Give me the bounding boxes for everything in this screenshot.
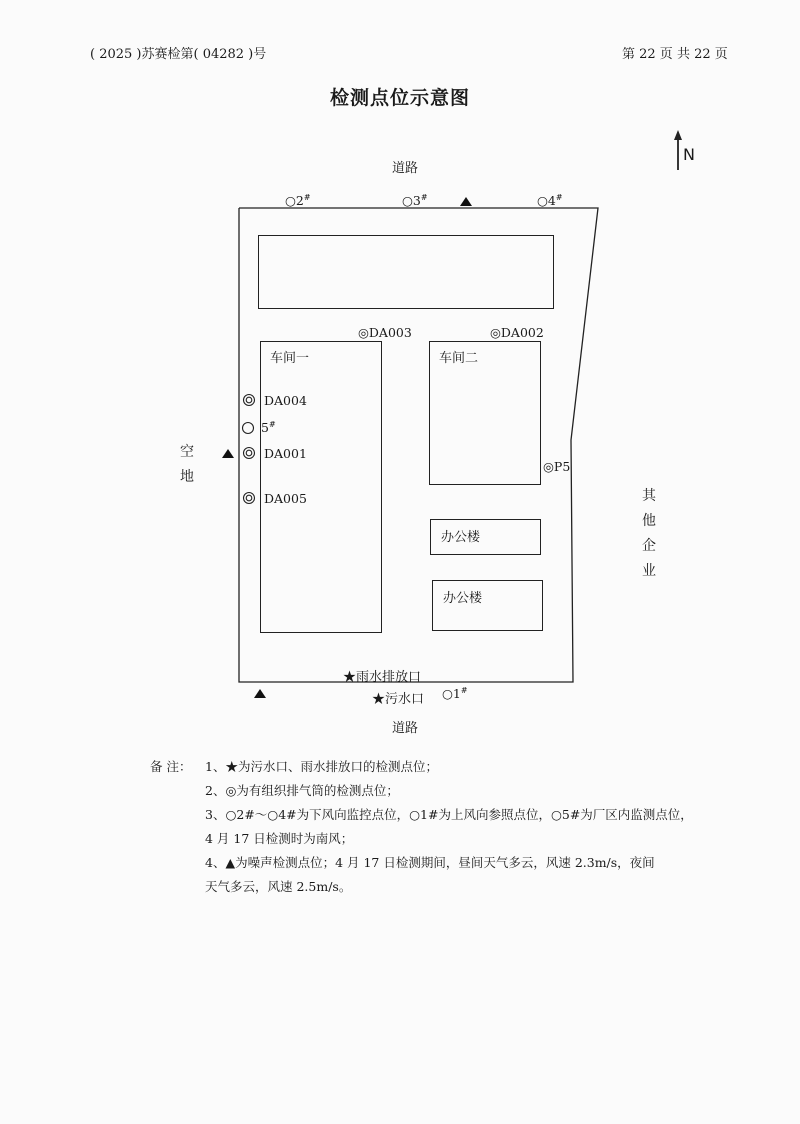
road-top-label: 道路 [392, 161, 419, 176]
stack-p5: ◎P5 [543, 459, 571, 474]
monitor-point-2: ○2# [285, 193, 311, 209]
note-line: 3、○2#～○4#为下风向监控点位，○1#为上风向参照点位，○5#为厂区内监测点位， [205, 807, 693, 822]
monitor-point-5-label: 5# [261, 420, 276, 436]
stack-da001-label: DA001 [264, 446, 307, 461]
stack-da002: ◎DA002 [490, 325, 544, 340]
page-indicator: 第 22 页 共 22 页 [622, 47, 728, 62]
stack-da005-label: DA005 [264, 491, 307, 506]
north-arrow-head [674, 130, 682, 140]
other-enterprise-label: 其 他 企 业 [642, 488, 656, 579]
vacant-land-label: 空 地 [180, 444, 194, 485]
north-label: N [683, 145, 695, 164]
note-line: 4 月 17 日检测时为南风； [205, 831, 354, 846]
noise-point-north [460, 197, 472, 206]
building-office-1 [430, 519, 541, 555]
office-2-label: 办公楼 [443, 591, 483, 606]
workshop-1-label: 车间一 [270, 351, 310, 366]
monitor-point-1: ○1# [442, 686, 468, 702]
note-line: 4、▲为噪声检测点位；4 月 17 日检测期间，昼间天气多云，风速 2.3m/s，夜间 [205, 855, 655, 870]
office-1-label: 办公楼 [441, 530, 481, 545]
noise-point-south [254, 689, 266, 698]
building-workshop-2 [429, 341, 541, 485]
workshop-2-label: 车间二 [439, 351, 479, 366]
stack-da005-marker [244, 493, 255, 504]
note-line: 1、★为污水口、雨水排放口的检测点位； [205, 759, 438, 774]
sewage-outlet: ★污水口 [372, 692, 425, 707]
stack-da004-label: DA004 [264, 393, 307, 408]
building-office-2 [432, 580, 543, 631]
monitor-5-marker [243, 423, 254, 434]
stack-da003: ◎DA003 [358, 325, 412, 340]
page-title: 检测点位示意图 [329, 87, 470, 109]
monitor-point-4: ○4# [537, 193, 563, 209]
notes-body [205, 755, 693, 899]
rainwater-outlet: ★雨水排放口 [343, 670, 422, 685]
noise-point-west [222, 449, 234, 458]
road-bottom-label: 道路 [392, 721, 419, 736]
stack-da001-marker [244, 448, 255, 459]
building-workshop-1 [260, 341, 382, 633]
report-number: ( 2025 )苏赛检第( 04282 )号 [90, 47, 267, 62]
note-line: 2、◎为有组织排气筒的检测点位； [205, 783, 399, 798]
building-top [258, 235, 554, 309]
notes-label: 备 注： [150, 759, 192, 774]
note-line: 天气多云，风速 2.5m/s。 [205, 879, 352, 894]
stack-da004-marker [244, 395, 255, 406]
monitor-point-3: ○3# [402, 193, 428, 209]
